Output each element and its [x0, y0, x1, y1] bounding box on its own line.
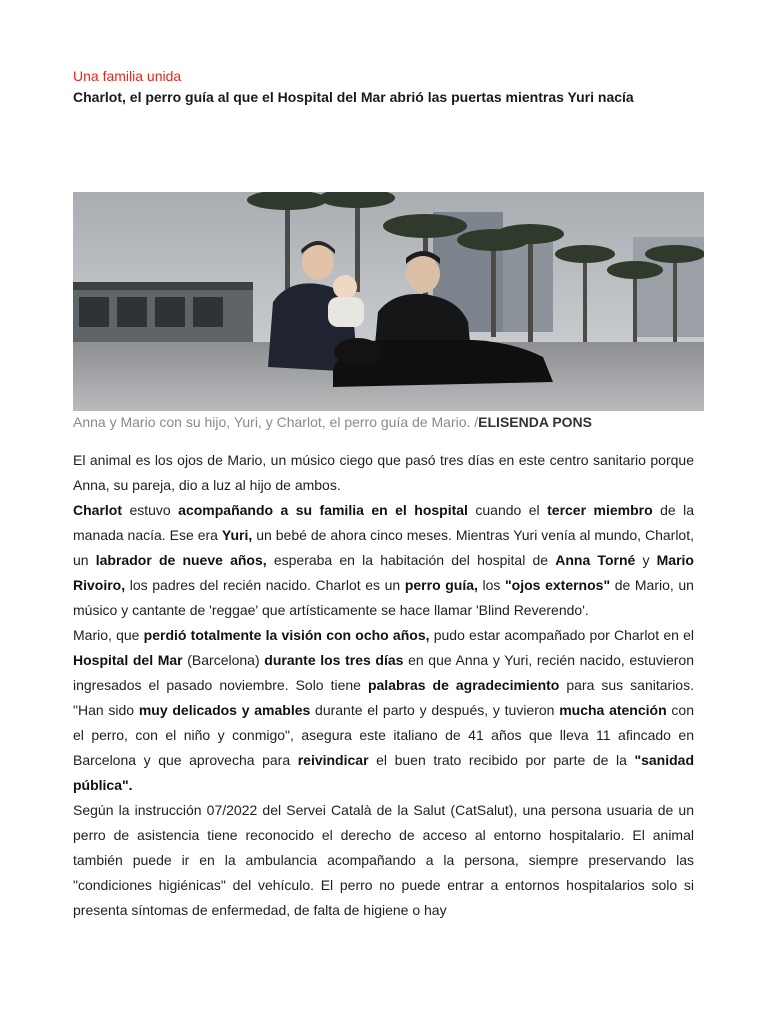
- article-photo: [73, 192, 704, 411]
- article-paragraph: [73, 498, 694, 623]
- bold-text: durante los tres días: [264, 652, 404, 668]
- bold-text: Yuri,: [221, 527, 253, 543]
- bold-text: reivindicar: [297, 752, 369, 768]
- text-run: durante el parto y después, y tuvieron: [310, 702, 560, 718]
- text-run: con el perro, con el niño y conmigo", asegura este italiano de 41 años que lleva 11 afincado en Barcelona y que aprovecha para: [73, 702, 694, 768]
- text-run: cuando el: [467, 502, 548, 518]
- text-run: El animal es los ojos de Mario, un músico ciego que pasó tres días en este centro sanitario porque Anna, su pareja, dio a luz al hijo de ambos.: [73, 452, 694, 493]
- bold-text: tercer miembro: [547, 502, 653, 518]
- bold-text: "ojos externos": [505, 577, 611, 593]
- article-paragraph: [73, 798, 694, 923]
- bold-text: muy delicados y amables: [138, 702, 311, 718]
- text-run: pudo estar acompañado por Charlot en el: [429, 627, 694, 643]
- text-run: y: [635, 552, 657, 568]
- bold-text: Mario Rivoiro,: [73, 552, 694, 593]
- bold-text: perro guía,: [404, 577, 478, 593]
- text-run: (Barcelona): [182, 652, 265, 668]
- text-run: en que Anna y Yuri, recién nacido, estuvieron ingresados el pasado noviembre. Solo tiene: [73, 652, 694, 693]
- text-run: de Mario, un músico y cantante de 'reggae' que artísticamente se hace llamar 'Blind Reverendo'.: [73, 577, 694, 618]
- article-headline: Charlot, el perro guía al que el Hospital del Mar abrió las puertas mientras Yuri nacía: [73, 89, 634, 105]
- article-paragraph: [73, 623, 694, 798]
- article-body: [73, 448, 694, 923]
- caption-credit: ELISENDA PONS: [478, 414, 593, 430]
- text-run: los padres del recién nacido. Charlot es un: [125, 577, 405, 593]
- text-run: un bebé de ahora cinco meses. Mientras Yuri venía al mundo, Charlot, un: [73, 527, 694, 568]
- text-run: de la manada nacía. Ese era: [73, 502, 694, 543]
- text-run: estuvo: [122, 502, 179, 518]
- article-kicker: Una familia unida: [73, 68, 182, 84]
- text-run: el buen trato recibido por parte de la: [368, 752, 635, 768]
- caption-text: Anna y Mario con su hijo, Yuri, y Charlot, el perro guía de Mario. /: [73, 414, 479, 430]
- bold-text: palabras de agradecimiento: [367, 677, 560, 693]
- text-run: Mario, que: [73, 627, 144, 643]
- bold-text: acompañando a su familia en el hospital: [178, 502, 468, 518]
- text-run: Según la instrucción 07/2022 del Servei Català de la Salut (CatSalut), una persona usuaria de un perro de asistencia tiene reconocido el derecho de acceso al entorno hospitalario. El animal también puede ir en la ambulancia acompañando a la persona, siempre preservando las "condiciones higiénicas" del vehículo. El perro no puede entrar a entornos hospitalarios solo si presenta síntomas de enfermedad, de falta de higiene o hay: [73, 802, 694, 918]
- bold-text: Anna Torné: [555, 552, 636, 568]
- bold-text: mucha atención: [559, 702, 667, 718]
- text-run: los: [477, 577, 506, 593]
- bold-text: labrador de nueve años,: [95, 552, 267, 568]
- text-run: para sus sanitarios. "Han sido: [73, 677, 694, 718]
- bold-text: Hospital del Mar: [73, 652, 183, 668]
- text-run: esperaba en la habitación del hospital de: [266, 552, 556, 568]
- photo-caption: [73, 414, 592, 430]
- bold-text: Charlot: [73, 502, 122, 518]
- bold-text: perdió totalmente la visión con ocho años,: [143, 627, 430, 643]
- article-paragraph: [73, 448, 694, 498]
- bold-text: "sanidad pública".: [73, 752, 694, 793]
